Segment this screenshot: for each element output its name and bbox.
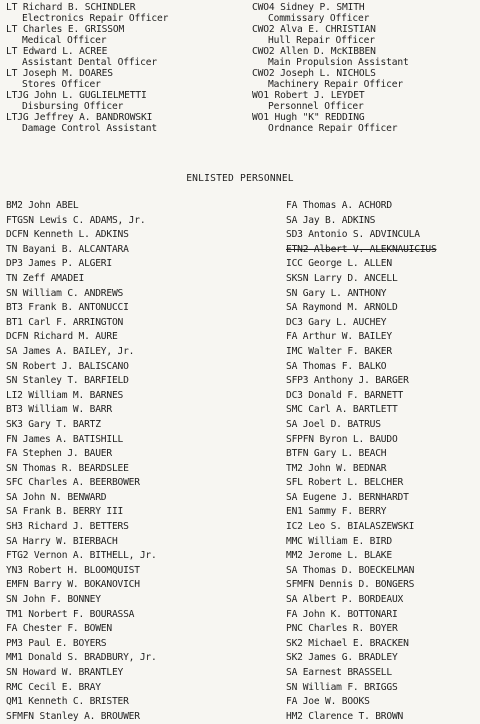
enlisted-entry: SN William C. ANDREWS xyxy=(6,287,124,299)
enlisted-left-column xyxy=(6,199,246,724)
officer-name: CWO2 Joseph L. NICHOLS xyxy=(252,68,376,79)
enlisted-entry: SA Raymond M. ARNOLD xyxy=(286,302,398,314)
officer-entry xyxy=(6,68,241,90)
officer-name: LT Charles E. GRISSOM xyxy=(6,24,125,35)
enlisted-entry: SN Gary L. ANTHONY xyxy=(286,287,387,299)
enlisted-entry: ETN2 Albert V. ALEKNAUICIUS xyxy=(286,243,437,255)
officer-name: WO1 Hugh "K" REDDING xyxy=(252,112,365,123)
enlisted-entry: YN3 Robert H. BLOOMQUIST xyxy=(6,564,140,576)
enlisted-entry: SA Eugene J. BERNHARDT xyxy=(286,491,409,503)
officer-entry xyxy=(6,2,241,24)
enlisted-entry: SN Thomas R. BEARDSLEE xyxy=(6,462,129,474)
officer-entry xyxy=(252,68,480,90)
enlisted-entry: SH3 Richard J. BETTERS xyxy=(6,521,129,533)
enlisted-entry: DC3 Gary L. AUCHEY xyxy=(286,316,387,328)
enlisted-entry: RMC Cecil E. BRAY xyxy=(6,681,101,693)
enlisted-entry: SD3 Antonio S. ADVINCULA xyxy=(286,229,420,241)
enlisted-entry: SFMFN Stanley A. BROUWER xyxy=(6,710,140,722)
enlisted-entry: EN1 Sammy F. BERRY xyxy=(286,506,387,518)
enlisted-entry: TM1 Norbert F. BOURASSA xyxy=(6,608,135,620)
enlisted-entry: BM2 John ABEL xyxy=(6,200,79,211)
enlisted-entry: HM2 Clarence T. BROWN xyxy=(286,710,404,722)
enlisted-entry: SN John F. BONNEY xyxy=(6,594,101,606)
officer-title: Main Propulsion Assistant xyxy=(268,57,409,68)
enlisted-entry: SA Frank B. BERRY III xyxy=(6,506,124,518)
enlisted-entry: SFC Charles A. BEERBOWER xyxy=(6,477,140,489)
enlisted-entry: FN James A. BATISHILL xyxy=(6,433,124,445)
enlisted-entry: FA John K. BOTTONARI xyxy=(286,608,398,620)
enlisted-entry: SA Harry W. BIERBACH xyxy=(6,535,118,547)
enlisted-entry: MM2 Jerome L. BLAKE xyxy=(286,550,392,562)
enlisted-entry: SA Albert P. BORDEAUX xyxy=(286,594,404,606)
enlisted-entry: DCFN Kenneth L. ADKINS xyxy=(6,229,129,241)
officer-name: LTJG Jeffrey A. BANDROWSKI xyxy=(6,112,153,123)
enlisted-entry: SA Joel D. BATRUS xyxy=(286,418,381,430)
officer-name: LTJG John L. GUGLIELMETTI xyxy=(6,90,147,101)
enlisted-entry: SA Earnest BRASSELL xyxy=(286,667,392,678)
officer-entry xyxy=(6,24,241,46)
enlisted-entry: SA Thomas D. BOECKELMAN xyxy=(286,564,415,576)
enlisted-entry: FA Chester F. BOWEN xyxy=(6,623,112,635)
section-heading: ENLISTED PERSONNEL xyxy=(186,173,294,184)
enlisted-entry: SFP3 Anthony J. BARGER xyxy=(286,375,409,387)
enlisted-entry: SMC Carl A. BARTLETT xyxy=(286,404,398,416)
enlisted-entry: IMC Walter F. BAKER xyxy=(286,345,392,357)
enlisted-entry: IC2 Leo S. BIALASZEWSKI xyxy=(286,521,415,533)
enlisted-entry: PM3 Paul E. BOYERS xyxy=(6,637,107,649)
officer-title: Disbursing Officer xyxy=(22,101,124,112)
officer-name: CWO2 Alva E. CHRISTIAN xyxy=(252,24,376,35)
enlisted-entry: DC3 Donald F. BARNETT xyxy=(286,389,404,401)
enlisted-entry: TM2 John W. BEDNAR xyxy=(286,462,387,474)
enlisted-entry: SN Stanley T. BARFIELD xyxy=(6,375,129,387)
officer-entry xyxy=(252,46,480,68)
officer-name: LT Joseph M. DOARES xyxy=(6,68,113,79)
enlisted-entry: MM1 Donald S. BRADBURY, Jr. xyxy=(6,652,157,664)
enlisted-entry: SN William F. BRIGGS xyxy=(286,681,398,693)
officer-title: Hull Repair Officer xyxy=(268,35,375,46)
officers-right-column xyxy=(252,2,480,134)
enlisted-entry: SA Jay B. ADKINS xyxy=(286,214,376,226)
officer-title: Medical Officer xyxy=(22,35,107,46)
officer-name: WO1 Robert J. LEYDET xyxy=(252,90,365,101)
enlisted-entry: DCFN Richard M. AURE xyxy=(6,331,118,343)
enlisted-right-column xyxy=(286,199,480,724)
enlisted-entry: DP3 James P. ALGERI xyxy=(6,258,112,270)
enlisted-entry: FTG2 Vernon A. BITHELL, Jr. xyxy=(6,550,157,562)
officer-name: LT Edward L. ACREE xyxy=(6,46,108,57)
enlisted-entry: LI2 William M. BARNES xyxy=(6,389,124,401)
enlisted-entry: SFMFN Dennis D. BONGERS xyxy=(286,579,415,591)
enlisted-entry: SK2 James G. BRADLEY xyxy=(286,652,398,664)
enlisted-entry: SA James A. BAILEY, Jr. xyxy=(6,345,135,357)
officer-entry xyxy=(6,90,241,112)
enlisted-entry: FA Joe W. BOOKS xyxy=(286,696,370,708)
officer-title: Machinery Repair Officer xyxy=(268,79,404,90)
officer-title: Electronics Repair Officer xyxy=(22,13,169,24)
enlisted-entry: SA John N. BENWARD xyxy=(6,491,107,503)
enlisted-entry: FA Arthur W. BAILEY xyxy=(286,331,392,343)
officer-name: CWO2 Allen D. McKIBBEN xyxy=(252,46,376,57)
officer-entry xyxy=(252,112,480,134)
enlisted-entry: SFL Robert L. BELCHER xyxy=(286,477,404,489)
enlisted-entry: BT3 Frank B. ANTONUCCI xyxy=(6,302,129,314)
enlisted-entry: SK2 Michael E. BRACKEN xyxy=(286,637,409,649)
officer-title: Ordnance Repair Officer xyxy=(268,123,398,134)
enlisted-entry: SN Robert J. BALISCANO xyxy=(6,360,129,372)
enlisted-entry: BTFN Gary L. BEACH xyxy=(286,448,387,460)
enlisted-entry: MMC William E. BIRD xyxy=(286,535,392,547)
enlisted-entry: PNC Charles R. BOYER xyxy=(286,623,398,635)
officer-title: Damage Control Assistant xyxy=(22,123,158,134)
officer-title: Assistant Dental Officer xyxy=(22,57,158,68)
enlisted-entry: SKSN Larry D. ANCELL xyxy=(286,272,398,284)
enlisted-entry: BT1 Carl F. ARRINGTON xyxy=(6,316,124,328)
officer-title: Personnel Officer xyxy=(268,101,364,112)
enlisted-entry: EMFN Barry W. BOKANOVICH xyxy=(6,579,140,591)
officer-name: CWO4 Sidney P. SMITH xyxy=(252,2,365,13)
enlisted-entry: SA Thomas F. BALKO xyxy=(286,360,387,372)
enlisted-entry: QM1 Kenneth C. BRISTER xyxy=(6,696,129,708)
enlisted-entry: ICC George L. ALLEN xyxy=(286,258,392,270)
officer-name: LT Richard B. SCHINDLER xyxy=(6,2,136,13)
enlisted-entry: SN Howard W. BRANTLEY xyxy=(6,667,124,678)
enlisted-entry: FA Stephen J. BAUER xyxy=(6,448,112,460)
officer-title: Commissary Officer xyxy=(268,13,370,24)
officer-entry xyxy=(6,112,241,134)
officers-left-column xyxy=(6,2,241,134)
enlisted-entry: BT3 William W. BARR xyxy=(6,404,112,416)
enlisted-entry: FA Thomas A. ACHORD xyxy=(286,200,392,211)
officer-entry xyxy=(252,24,480,46)
enlisted-entry: SFPFN Byron L. BAUDO xyxy=(286,433,398,445)
officer-entry xyxy=(252,2,480,24)
enlisted-entry: TN Bayani B. ALCANTARA xyxy=(6,243,129,255)
enlisted-entry: TN Zeff AMADEI xyxy=(6,272,85,284)
enlisted-entry: FTGSN Lewis C. ADAMS, Jr. xyxy=(6,214,146,226)
officer-title: Stores Officer xyxy=(22,79,101,90)
officer-entry xyxy=(6,46,241,68)
officer-entry xyxy=(252,90,480,112)
enlisted-entry: SK3 Gary T. BARTZ xyxy=(6,418,101,430)
